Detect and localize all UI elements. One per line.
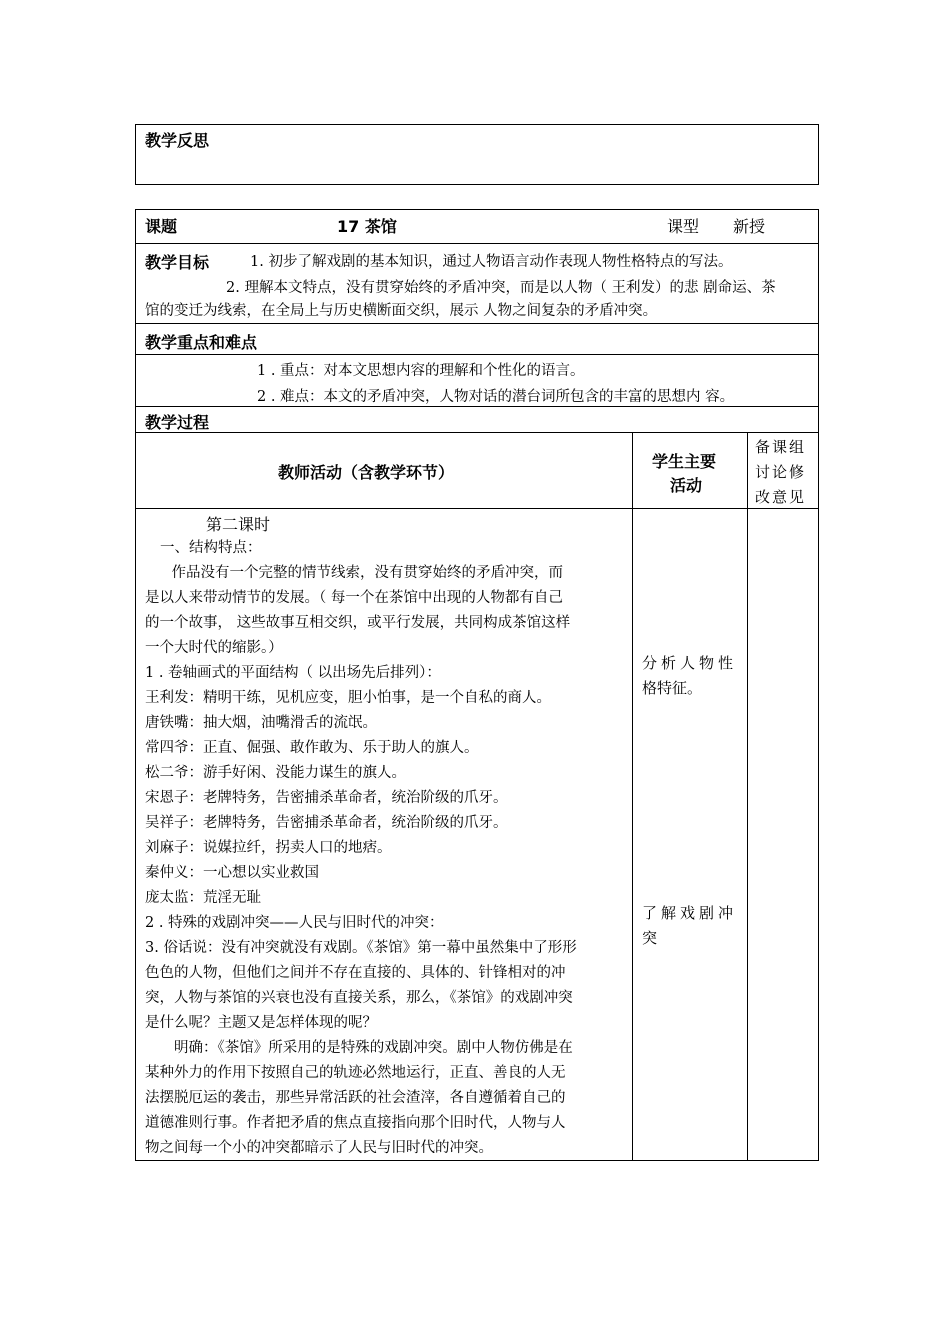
- lesson-body: [145, 536, 625, 1161]
- notes-header-line3: 改意见: [755, 488, 807, 506]
- column-divider: [747, 432, 748, 1161]
- lesson-line: 突，人物与茶馆的兴衰也没有直接关系，那么，《茶馆》的戏剧冲突: [145, 990, 573, 1006]
- row-divider: [135, 243, 819, 244]
- topic-value: 17 茶馆: [337, 217, 397, 236]
- lesson-line: 是以人来带动情节的发展。（ 每一个在茶馆中出现的人物都有自己: [145, 590, 563, 606]
- objective-2-line1: 2. 理解本文特点，没有贯穿始终的矛盾冲突，而是以人物（ 王利发）的悲 剧命运、茶: [226, 280, 776, 296]
- lesson-line: 一个大时代的缩影。）: [145, 640, 283, 656]
- lesson-line: 是什么呢？主题又是怎样体现的呢？: [145, 1015, 377, 1031]
- notes-header-line1: 备课组: [755, 438, 807, 456]
- lesson-line: 宋恩子：老牌特务，告密捕杀革命者，统治阶级的爪牙。: [145, 790, 508, 806]
- type-value: 新授: [733, 217, 766, 236]
- student-activity-1-line2: 格特征。: [642, 679, 703, 697]
- lesson-line: 刘麻子：说媒拉纤，拐卖人口的地痞。: [145, 840, 392, 856]
- reflection-title: 教学反思: [145, 131, 210, 150]
- lesson-line: 唐铁嘴：抽大烟，油嘴滑舌的流氓。: [145, 715, 377, 731]
- key-points-label: 教学重点和难点: [145, 333, 258, 352]
- row-divider: [135, 354, 819, 355]
- reflection-box: [135, 124, 819, 185]
- topic-label: 课题: [145, 217, 178, 236]
- lesson-line: 道德准则行事。作者把矛盾的焦点直接指向那个旧时代，人物与人: [145, 1115, 566, 1131]
- lesson-line: 王利发：精明干练，见机应变，胆小怕事，是一个自私的商人。: [145, 690, 551, 706]
- student-activity-2-line2: 突: [642, 929, 658, 947]
- lesson-line: 的一个故事， 这些故事互相交织，或平行发展，共同构成茶馆这样: [145, 615, 571, 631]
- lesson-line: 1 . 卷轴画式的平面结构（ 以出场先后排列）：: [145, 665, 441, 681]
- lesson-line: 2 . 特殊的戏剧冲突——人民与旧时代的冲突：: [145, 915, 444, 931]
- lesson-line: 3. 俗话说：没有冲突就没有戏剧。《茶馆》第一幕中虽然集中了形形: [145, 940, 577, 956]
- objective-2-line2: 馆的变迁为线索，在全局上与历史横断面交织，展示 人物之间复杂的矛盾冲突。: [145, 303, 658, 319]
- lesson-line: 法摆脱厄运的袭击，那些异常活跃的社会渣滓，各自遵循着自己的: [145, 1090, 566, 1106]
- lesson-line: 松二爷：游手好闲、没能力谋生的旗人。: [145, 765, 406, 781]
- process-label: 教学过程: [145, 413, 210, 432]
- key-point-1: 1 . 重点：对本文思想内容的理解和个性化的语言。: [257, 363, 585, 379]
- lesson-line: 明确：《茶馆》所采用的是特殊的戏剧冲突。剧中人物仿佛是在: [145, 1040, 573, 1056]
- row-divider: [135, 406, 819, 407]
- lesson-title: 第二课时: [206, 515, 271, 534]
- type-label: 课型: [667, 217, 700, 236]
- lesson-line: 物之间每一个小的冲突都暗示了人民与旧时代的冲突。: [145, 1140, 493, 1156]
- row-divider: [135, 432, 819, 433]
- student-activity-header-line1: 学生主要: [652, 452, 717, 471]
- lesson-line: 秦仲义：一心想以实业救国: [145, 865, 319, 881]
- student-activity-2-line1: 了解戏剧冲: [642, 904, 738, 922]
- lesson-line: 一、结构特点：: [160, 540, 262, 556]
- lesson-line: 常四爷：正直、倔强、敢作敢为、乐于助人的旗人。: [145, 740, 479, 756]
- objectives-label: 教学目标: [145, 253, 210, 272]
- teacher-activity-header: 教师活动（含教学环节）: [278, 463, 455, 482]
- lesson-line: 作品没有一个完整的情节线索，没有贯穿始终的矛盾冲突，而: [157, 565, 563, 581]
- lesson-line: 吴祥子：老牌特务，告密捕杀革命者，统治阶级的爪牙。: [145, 815, 508, 831]
- lesson-line: 色色的人物，但他们之间并不存在直接的、具体的、针锋相对的冲: [145, 965, 566, 981]
- notes-header-line2: 讨论修: [755, 463, 807, 481]
- key-point-2: 2 . 难点：本文的矛盾冲突，人物对话的潜台词所包含的丰富的思想内 容。: [257, 389, 735, 405]
- lesson-line: 某种外力的作用下按照自己的轨迹必然地运行，正直、善良的人无: [145, 1065, 566, 1081]
- student-activity-1-line1: 分析人物性: [642, 654, 738, 672]
- student-activity-header-line2: 活动: [670, 476, 703, 495]
- lesson-line: 庞太监：荒淫无耻: [145, 890, 261, 906]
- column-divider: [632, 432, 633, 1161]
- objective-1: 1. 初步了解戏剧的基本知识，通过人物语言动作表现人物性格特点的写法。: [250, 254, 733, 270]
- row-divider: [135, 323, 819, 324]
- row-divider: [135, 508, 819, 509]
